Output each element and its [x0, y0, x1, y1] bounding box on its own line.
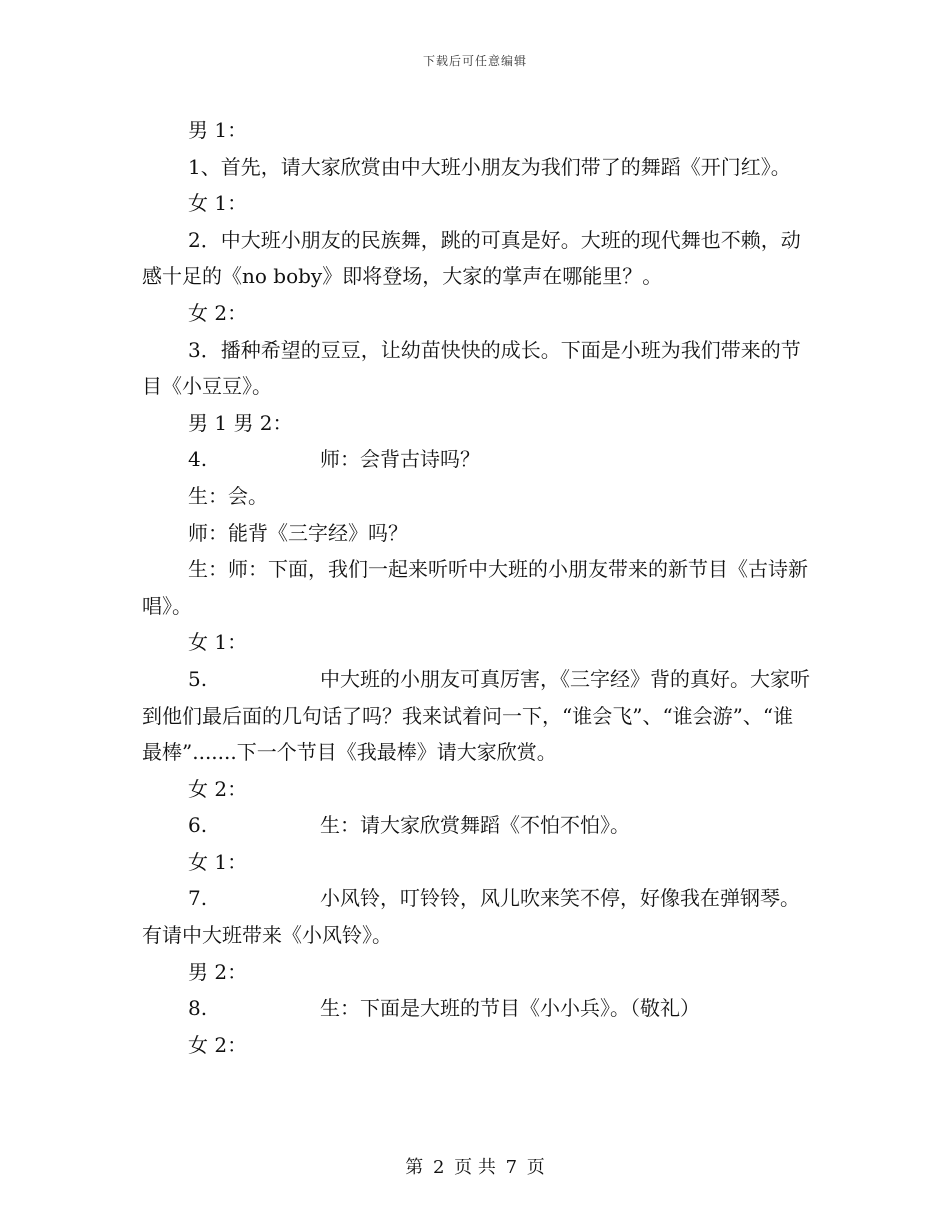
- paragraph: [142, 405, 812, 442]
- paragraph-text: 女 1：: [188, 849, 248, 874]
- paragraph: [142, 551, 812, 624]
- paragraph-text: 生：下面是大班的节目《小小兵》。（敬礼）: [320, 996, 700, 1021]
- paragraph: [142, 954, 812, 991]
- footer-page-number: 2: [432, 1157, 445, 1178]
- page-header: 下载后可任意编辑: [422, 54, 527, 68]
- paragraph-text: 师：能背《三字经》吗？: [188, 520, 408, 545]
- paragraph-text: 男 2：: [188, 959, 248, 984]
- paragraph-text: 2．中大班小朋友的民族舞，跳的可真是好。大班的现代舞也不赖，动感十足的《no boby》即将登场，大家的掌声在哪能里？。: [142, 227, 801, 289]
- paragraph: [142, 295, 812, 332]
- paragraph: [142, 661, 812, 771]
- item-number: 5.: [188, 666, 208, 691]
- paragraph-text: 3．播种希望的豆豆，让幼苗快快的成长。下面是小班为我们带来的节目《小豆豆》。: [142, 337, 801, 399]
- paragraph: [142, 222, 812, 295]
- paragraph: [142, 185, 812, 222]
- paragraph-text: 女 2：: [188, 776, 248, 801]
- item-number: 4.: [188, 447, 208, 472]
- paragraph-text: 女 2：: [188, 1032, 248, 1057]
- paragraph-text: 男 1 男 2：: [188, 410, 293, 435]
- paragraph: [142, 844, 812, 881]
- paragraph-text: 生：会。: [188, 483, 268, 508]
- footer-suffix: 页: [526, 1157, 545, 1178]
- paragraph: [142, 1027, 812, 1064]
- paragraph: [142, 478, 812, 515]
- paragraph-text: 女 1：: [188, 191, 248, 216]
- footer-mid: 页 共: [454, 1157, 496, 1178]
- document-body: [142, 112, 812, 1063]
- paragraph: [142, 990, 812, 1027]
- item-number: 8.: [188, 996, 208, 1021]
- paragraph: [142, 624, 812, 661]
- item-number: 7.: [188, 886, 208, 911]
- paragraph-text: 中大班的小朋友可真厉害，《三字经》背的真好。大家听到他们最后面的几句话了吗？我来试着问一下，“谁会飞”、“谁会游”、“谁最棒”.......下一个节目《我最棒》请大家欣赏。: [142, 666, 810, 765]
- paragraph-text: 女 2：: [188, 300, 248, 325]
- paragraph: [142, 149, 812, 186]
- paragraph: [142, 112, 812, 149]
- item-number: 6.: [188, 813, 208, 838]
- paragraph-text: 女 1：: [188, 630, 248, 655]
- paragraph-text: 生：请大家欣赏舞蹈《不怕不怕》。: [320, 813, 630, 838]
- paragraph-text: 1、首先，请大家欣赏由中大班小朋友为我们带了的舞蹈《开门红》。: [188, 154, 791, 179]
- footer-total-pages: 7: [505, 1157, 518, 1178]
- paragraph: [142, 807, 812, 844]
- paragraph: [142, 332, 812, 405]
- paragraph: [142, 771, 812, 808]
- page-footer: [0, 1153, 950, 1179]
- paragraph: [142, 880, 812, 953]
- paragraph: [142, 515, 812, 552]
- paragraph-text: 师：会背古诗吗？: [320, 447, 480, 472]
- footer-prefix: 第: [405, 1157, 424, 1178]
- paragraph-text: 生：师：下面，我们一起来听听中大班的小朋友带来的新节目《古诗新唱》。: [142, 557, 808, 618]
- paragraph-text: 男 1：: [188, 118, 248, 142]
- paragraph-text: 小风铃，叮铃铃，风儿吹来笑不停，好像我在弹钢琴。有请中大班带来《小风铃》。: [142, 886, 800, 948]
- paragraph: [142, 441, 812, 478]
